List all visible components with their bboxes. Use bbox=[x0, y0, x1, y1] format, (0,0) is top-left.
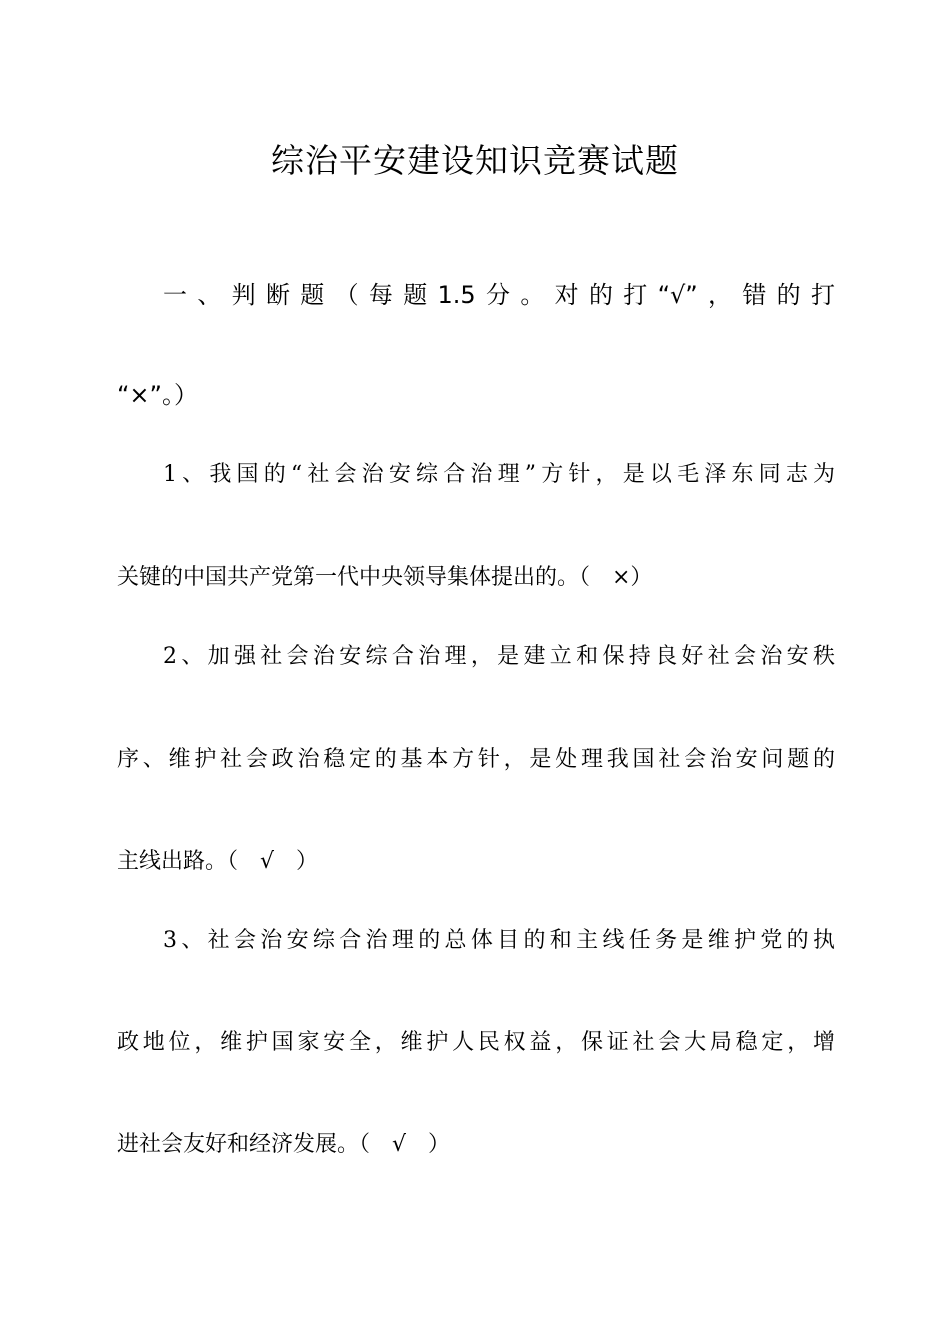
question-2-line-1: 2、加强社会治安综合治理，是建立和保持良好社会治安秩 bbox=[163, 644, 835, 669]
question-1-line-1: 1、我国的“社会治安综合治理”方针，是以毛泽东同志为 bbox=[163, 462, 835, 487]
question-2-line-3: 主线出路。（ √ ） bbox=[117, 849, 319, 874]
question-1-line-2: 关键的中国共产党第一代中央领导集体提出的。（ ×） bbox=[117, 565, 653, 590]
question-3-line-2: 政地位，维护国家安全，维护人民权益，保证社会大局稳定，增 bbox=[117, 1030, 835, 1055]
section-heading-line-1: 一、判断题（每题1.5分。对的打“√”，错的打 bbox=[163, 281, 835, 309]
question-2-line-2: 序、维护社会政治稳定的基本方针，是处理我国社会治安问题的 bbox=[117, 747, 835, 772]
section-heading-line-2: “×”。） bbox=[117, 381, 198, 409]
question-3-line-1: 3、社会治安综合治理的总体目的和主线任务是维护党的执 bbox=[163, 928, 835, 953]
question-3-line-3: 进社会友好和经济发展。（ √ ） bbox=[117, 1132, 451, 1157]
document-title: 综治平安建设知识竞赛试题 bbox=[271, 141, 679, 180]
